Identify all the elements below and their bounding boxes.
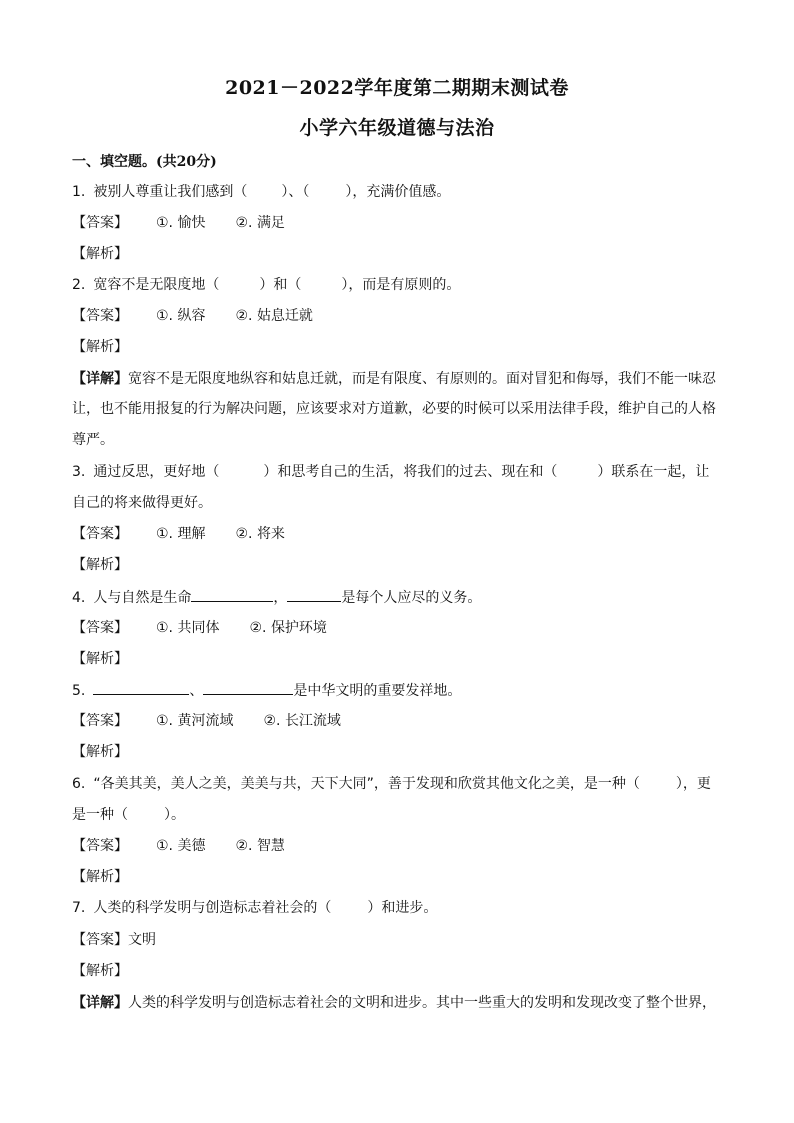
text-fragment: ②. <box>263 713 281 729</box>
text-fragment: 共同体 <box>177 620 220 636</box>
detail-text: 让，也不能用报复的行为解决问题，应该要求对方道歉，必要的时候可以采用法律手段，维护自己的人格 <box>72 401 716 417</box>
question-1 <box>72 182 722 202</box>
text-fragment: 理解 <box>177 526 206 542</box>
detail-text <box>72 993 722 1013</box>
text-fragment: 是中华文明的重要发祥地。 <box>293 683 462 699</box>
text-fragment: 通过反思，更好地（ <box>93 464 220 480</box>
detail-label: 【详解】 <box>72 371 128 387</box>
text-fragment: 人与自然是生命 <box>93 590 192 606</box>
text-fragment: ），充满价值感。 <box>345 184 451 200</box>
text-fragment <box>156 836 205 856</box>
text-fragment: 保护环境 <box>270 620 327 636</box>
text-fragment: 姑息迁就 <box>256 308 313 324</box>
question-2 <box>72 275 722 295</box>
answer-label: 【答案】 <box>72 215 128 231</box>
detail-text <box>72 369 722 389</box>
analysis-label: 【解析】 <box>72 963 128 979</box>
answer-row <box>72 213 722 233</box>
text-fragment: ①. <box>156 713 174 729</box>
text-fragment: “各美其美，美人之美，美美与共，天下大同”，善于发现和欣赏其他文化之美，是一种（ <box>93 776 640 792</box>
text-fragment: 4. <box>72 590 86 606</box>
underline-blank <box>287 587 341 602</box>
text-fragment: 将来 <box>256 526 285 542</box>
text-fragment <box>156 524 205 544</box>
text-fragment <box>156 306 205 326</box>
question-3-continued: 自己的将来做得更好。 <box>72 495 212 511</box>
text-fragment <box>235 306 312 326</box>
text-fragment: ）联系在一起，让 <box>597 464 710 480</box>
text-fragment: 是一种（ <box>72 807 128 823</box>
text-fragment <box>156 213 205 233</box>
detail-label: 【详解】 <box>72 995 128 1011</box>
text-fragment: 是每个人应尽的义务。 <box>341 590 482 606</box>
text-fragment: 【答案】 <box>72 308 128 324</box>
answer-row <box>72 618 722 638</box>
answer-row <box>72 711 722 731</box>
text-fragment: 2. <box>72 277 86 293</box>
text-fragment: 7. <box>72 900 86 916</box>
text-fragment: ①. <box>156 838 174 854</box>
text-fragment: ②. <box>235 526 253 542</box>
detail-text: 尊严。 <box>72 432 114 448</box>
question-6-continued <box>72 805 722 825</box>
text-fragment: 3. <box>72 464 86 480</box>
text-fragment: ②. <box>235 838 253 854</box>
text-fragment: 【答案】 <box>72 620 128 636</box>
answer-row <box>72 836 722 856</box>
text-fragment: ②. <box>249 620 267 636</box>
analysis-label: 【解析】 <box>72 869 128 885</box>
question-number: 1. <box>72 184 86 200</box>
text-fragment: 美德 <box>177 838 206 854</box>
text-fragment: ①. <box>156 215 174 231</box>
text-fragment: ②. <box>235 308 253 324</box>
text-fragment <box>263 711 340 731</box>
question-3 <box>72 462 722 482</box>
text-fragment: 纵容 <box>177 308 206 324</box>
analysis-label: 【解析】 <box>72 557 128 573</box>
answer-row <box>72 306 722 326</box>
text-fragment <box>235 213 284 233</box>
text-fragment <box>249 618 326 638</box>
text-fragment: ）和思考自己的生活，将我们的过去、现在和（ <box>263 464 558 480</box>
text-fragment: ）、（ <box>281 184 310 200</box>
text-fragment: 宽容不是无限度地纵容和姑息迁就，而是有限度、有原则的。面对冒犯和侮辱，我们不能一味忍 <box>128 371 716 387</box>
text-fragment: ②. <box>235 215 253 231</box>
text-fragment: 愉快 <box>177 215 206 231</box>
text-fragment: ， <box>273 590 288 606</box>
analysis-label: 【解析】 <box>72 651 128 667</box>
underline-blank <box>93 680 189 695</box>
text-fragment: 【答案】 <box>72 526 128 542</box>
answer-row <box>72 524 722 544</box>
text-fragment <box>156 618 219 638</box>
page-subtitle: 小学六年级道德与法治 <box>299 117 495 139</box>
underline-blank <box>191 587 273 602</box>
section-heading: 一、填空题。(共20分) <box>72 154 217 170</box>
question-4 <box>72 587 722 608</box>
underline-blank <box>203 680 293 695</box>
text-fragment <box>235 524 284 544</box>
text-fragment: 被别人尊重让我们感到（ <box>93 184 248 200</box>
text-fragment: 智慧 <box>256 838 285 854</box>
analysis-label: 【解析】 <box>72 339 128 355</box>
text-fragment: ）和进步。 <box>367 900 438 916</box>
question-7 <box>72 898 722 918</box>
analysis-label: 【解析】 <box>72 246 128 262</box>
text-fragment: 长江流域 <box>284 713 341 729</box>
text-fragment: ）和（ <box>259 277 302 293</box>
text-fragment <box>235 836 284 856</box>
text-fragment: ），而是有原则的。 <box>341 277 461 293</box>
text-fragment: ①. <box>156 620 174 636</box>
text-fragment: 满足 <box>256 215 285 231</box>
text-fragment: 5. <box>72 683 86 699</box>
text-fragment: 人类的科学发明与创造标志着社会的文明和进步。其中一些重大的发明和发现改变了整个世界， <box>128 995 716 1011</box>
text-fragment: 、 <box>189 683 204 699</box>
analysis-label: 【解析】 <box>72 744 128 760</box>
text-fragment: 黄河流域 <box>177 713 234 729</box>
text-fragment: ①. <box>156 526 174 542</box>
text-fragment: 【答案】 <box>72 932 128 948</box>
question-5 <box>72 680 722 701</box>
page-title: 2021－2022学年度第二期期末测试卷 <box>225 77 569 99</box>
text-fragment: ），更 <box>675 776 711 792</box>
answer-text: 文明 <box>128 932 156 948</box>
text-fragment: ①. <box>156 308 174 324</box>
answer-row <box>72 930 722 950</box>
text-fragment: ）。 <box>164 807 185 823</box>
text-fragment: 【答案】 <box>72 713 128 729</box>
text-fragment: 【答案】 <box>72 838 128 854</box>
text-fragment: 6. <box>72 776 86 792</box>
text-fragment: 人类的科学发明与创造标志着社会的（ <box>93 900 332 916</box>
text-fragment <box>156 711 233 731</box>
text-fragment: 宽容不是无限度地（ <box>93 277 220 293</box>
question-6 <box>72 774 722 794</box>
